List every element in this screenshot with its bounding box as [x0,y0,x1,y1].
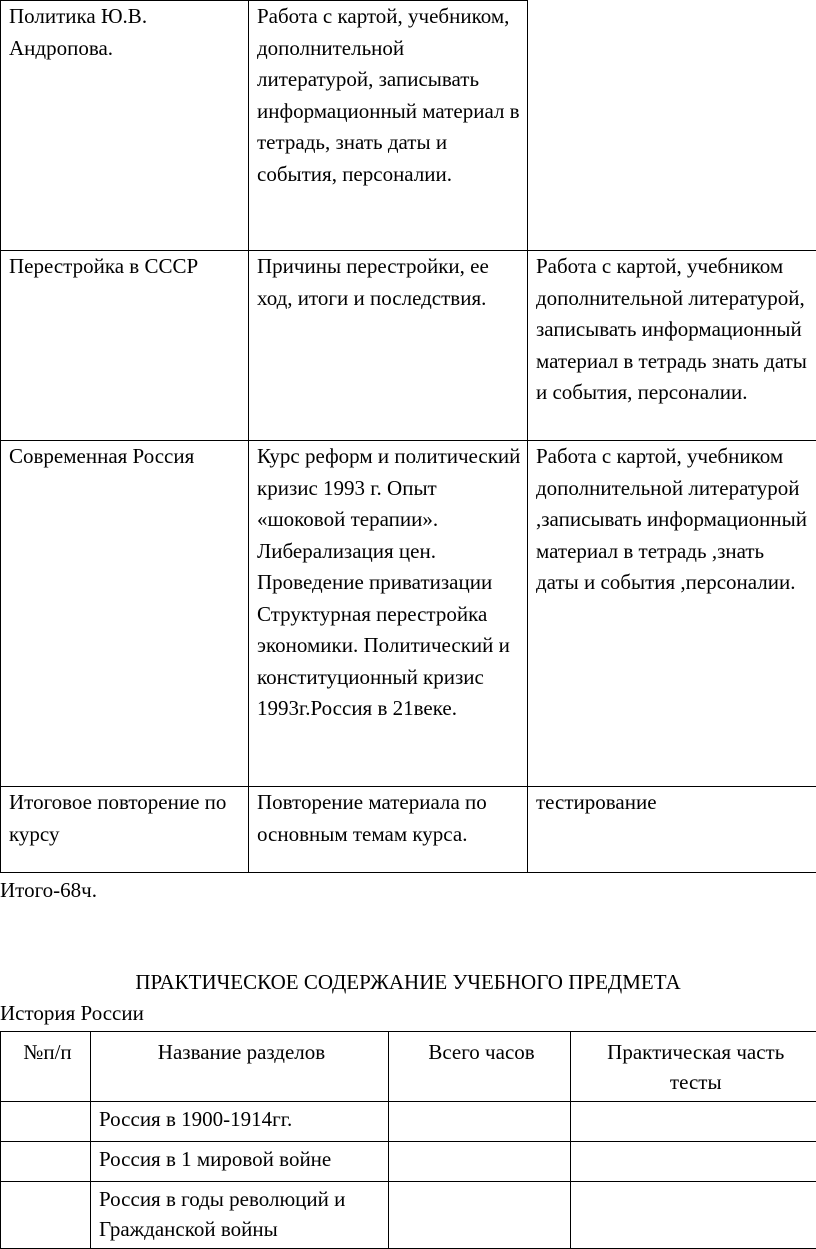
name-cell: Россия в годы революций и Гражданской войны [91,1182,389,1249]
activity-cell: Работа с картой, учебником дополнительной литературой, записывать информационный материал в тетрадь знать даты и события, персоналии. [528,251,816,441]
practice-cell [571,1102,816,1142]
content-cell: Причины перестройки, ее ход, итоги и последствия. [249,251,528,441]
content-cell: Повторение материала по основным темам курса. [249,787,528,873]
topic-cell: Современная Россия [1,441,249,787]
table-row [1,787,816,873]
name-cell: Россия в 1900-1914гг. [91,1102,389,1142]
num-cell [1,1102,91,1142]
name-cell: Россия в 1 мировой войне [91,1142,389,1182]
hours-cell [389,1182,571,1249]
activity-cell: тестирование [528,787,816,873]
content-cell: Работа с картой, учебником, дополнительной литературой, записывать информационный материал в тетрадь, знать даты и события, персоналии. [249,1,528,251]
table-row [1,1142,816,1182]
header-hours: Всего часов [389,1032,571,1102]
num-cell [1,1182,91,1249]
practice-cell [571,1182,816,1249]
num-cell [1,1142,91,1182]
table-row [1,1182,816,1249]
table-row [1,1102,816,1142]
table-row [1,251,816,441]
topic-cell: Политика Ю.В. Андропова. [1,1,249,251]
table-row [1,441,816,787]
table-row [1,1,816,251]
activity-cell [528,1,816,251]
header-num: №п/п [1,1032,91,1102]
table-header-row [1,1032,816,1102]
section-heading: ПРАКТИЧЕСКОЕ СОДЕРЖАНИЕ УЧЕБНОГО ПРЕДМЕТА [0,968,816,996]
topic-cell: Итоговое повторение по курсу [1,787,249,873]
subject-title: История России [0,999,144,1027]
total-hours: Итого-68ч. [0,876,97,904]
content-cell: Курс реформ и политический кризис 1993 г. Опыт «шоковой терапии». Либерализация цен. Проведение приватизации Структурная перестройка экономики. Политический и конституционный кризис 1993г.Россия в 21веке. [249,441,528,787]
activity-cell: Работа с картой, учебником дополнительной литературой ,записывать информационный материал в тетрадь ,знать даты и события ,персоналии. [528,441,816,787]
header-practice: Практическая часть тесты [571,1032,816,1102]
hours-cell [389,1142,571,1182]
sections-table [0,1031,816,1249]
header-name: Название разделов [91,1032,389,1102]
topic-cell: Перестройка в СССР [1,251,249,441]
practice-cell [571,1142,816,1182]
hours-cell [389,1102,571,1142]
